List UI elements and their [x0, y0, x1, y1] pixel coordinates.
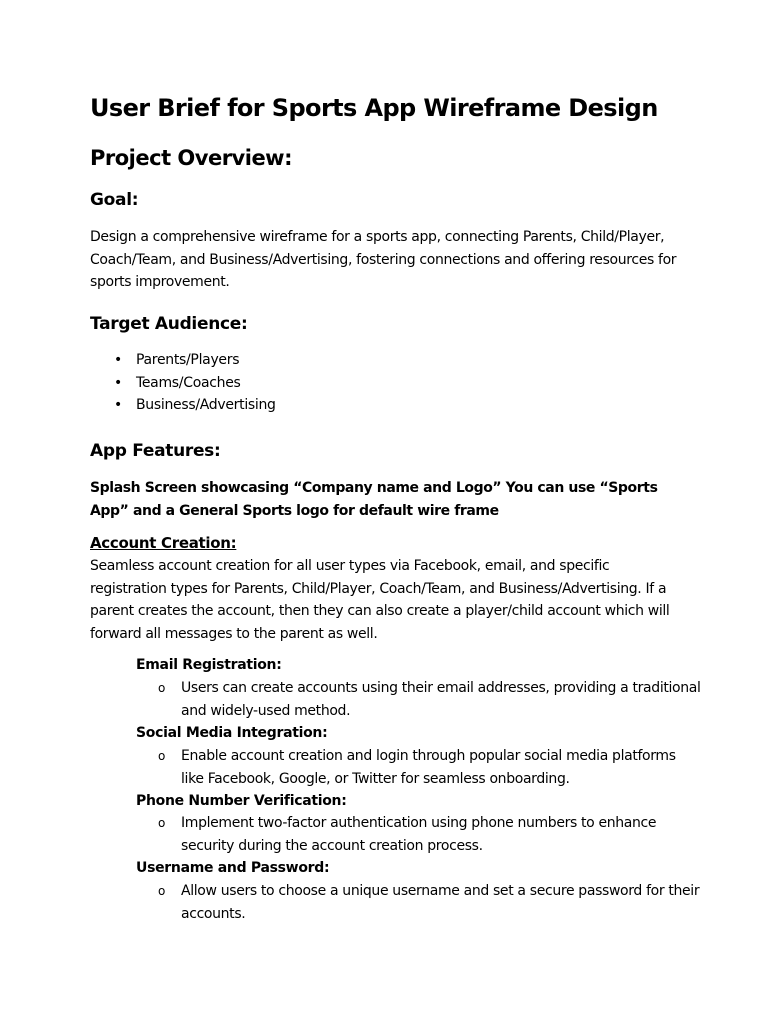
registration-method-text: Allow users to choose a unique username and set a secure password for their accounts.: [181, 883, 700, 922]
splash-screen-paragraph: Splash Screen showcasing “Company name and Logo” You can use “Sports App” and a General Sports logo for default wire frame: [90, 480, 658, 519]
circle-bullet-icon: o: [158, 816, 165, 830]
audience-item-label: Teams/Coaches: [136, 374, 241, 391]
app-features-heading: App Features:: [90, 441, 221, 461]
registration-method-label: Social Media Integration:: [136, 725, 328, 741]
bullet-icon: •: [114, 374, 122, 391]
registration-method-label: Email Registration:: [136, 657, 282, 673]
registration-method-text: Implement two-factor authentication using phone numbers to enhance security during the account creation process.: [181, 815, 657, 854]
target-audience-list: [90, 349, 276, 417]
goal-paragraph: Design a comprehensive wireframe for a sports app, connecting Parents, Child/Player, Coach/Team, and Business/Advertising, fostering connections and offering resources for sports improvement.: [90, 229, 677, 290]
list-item: [90, 394, 276, 417]
registration-method-detail: [158, 745, 701, 790]
bullet-icon: •: [114, 352, 122, 368]
registration-method-detail: [158, 812, 701, 857]
registration-method-label: Phone Number Verification:: [136, 793, 347, 809]
registration-method-text: Enable account creation and login through popular social media platforms like Facebook, Google, or Twitter for seamless onboarding.: [181, 748, 676, 787]
bullet-icon: •: [114, 397, 122, 413]
registration-method-label: Username and Password:: [136, 860, 330, 876]
circle-bullet-icon: o: [158, 884, 165, 898]
project-overview-heading: Project Overview:: [90, 146, 292, 170]
circle-bullet-icon: o: [158, 681, 165, 695]
registration-method-detail: [158, 677, 701, 722]
audience-item-label: Parents/Players: [136, 352, 240, 368]
registration-method-text: Users can create accounts using their email addresses, providing a traditional and widely-used method.: [181, 680, 701, 719]
account-creation-paragraph: Seamless account creation for all user types via Facebook, email, and specific registration types for Parents, Child/Player, Coach/Team, and Business/Advertising. If a parent creates the account, then they can also create a player/child account which will forward all messages to the parent as well.: [90, 558, 670, 642]
document-title: User Brief for Sports App Wireframe Design: [90, 94, 658, 122]
goal-heading: Goal:: [90, 190, 139, 210]
circle-bullet-icon: o: [158, 749, 165, 763]
list-item: [90, 349, 276, 372]
registration-method-detail: [158, 880, 701, 925]
list-item: [90, 372, 276, 395]
target-audience-heading: Target Audience:: [90, 314, 248, 334]
audience-item-label: Business/Advertising: [136, 397, 276, 413]
account-creation-heading: Account Creation:: [90, 534, 237, 552]
